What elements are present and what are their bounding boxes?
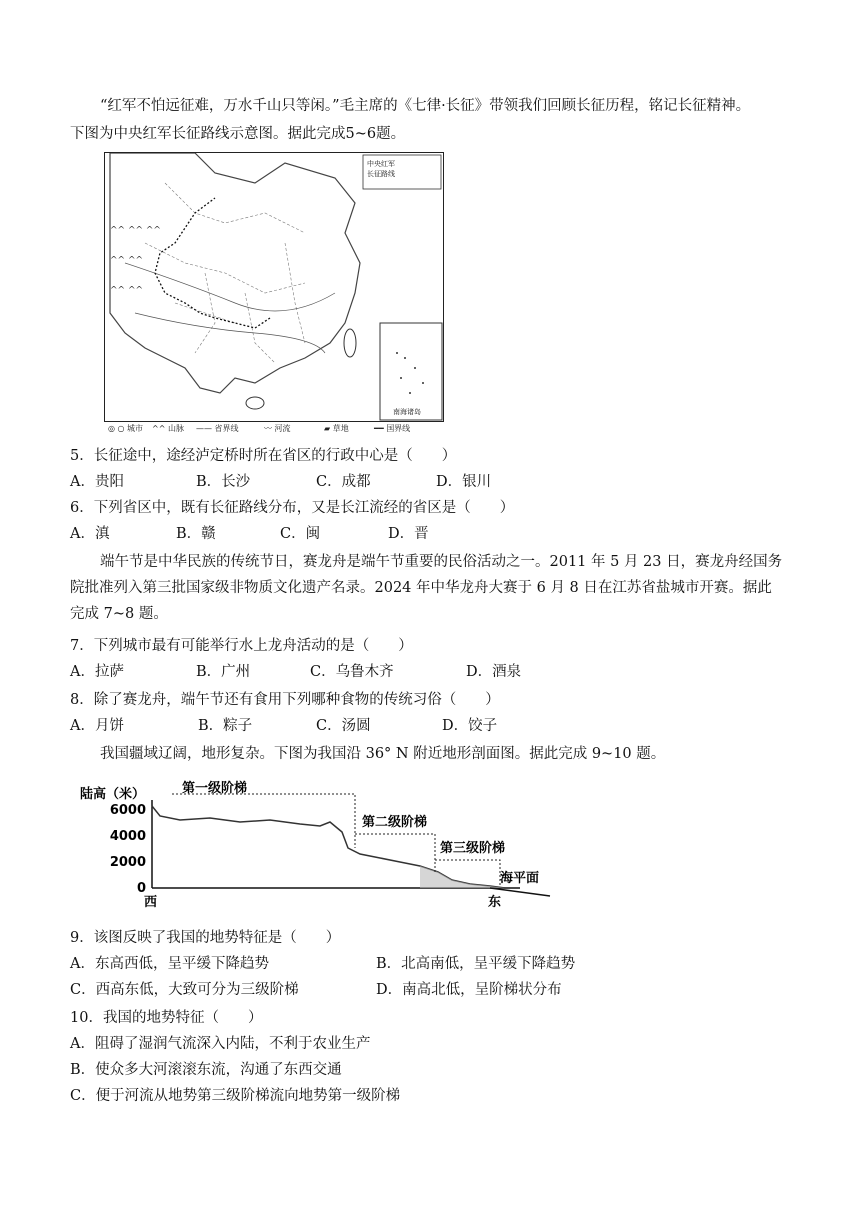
q7-option-b[interactable]: B．广州 xyxy=(196,664,251,680)
q6-option-c[interactable]: C．闽 xyxy=(280,526,321,542)
q8-option-d[interactable]: D．饺子 xyxy=(442,718,498,734)
intro1-line1: “红军不怕远征难，万水千山只等闲。”毛主席的《七律·长征》带领我们回顾长征历程，铭记长征精神。 xyxy=(100,98,751,114)
step2-label: 第二级阶梯 xyxy=(362,815,428,830)
q5-stem: 5．长征途中，途经泸定桥时所在省区的行政中心是（ ） xyxy=(70,448,457,464)
svg-text:^^ ^^: ^^ ^^ xyxy=(110,256,144,266)
q9-option-d[interactable]: D．南高北低，呈阶梯状分布 xyxy=(376,982,562,998)
rivers xyxy=(125,263,335,353)
q5-option-c[interactable]: C．成都 xyxy=(316,474,371,490)
q9-stem: 9．该图反映了我国的地势特征是（ ） xyxy=(70,930,341,946)
q8-option-b[interactable]: B．粽子 xyxy=(198,718,253,734)
east-label: 东 xyxy=(488,895,502,910)
hainan-island xyxy=(246,397,264,409)
ytick-4000: 4000 xyxy=(109,829,146,844)
q7-stem: 7．下列城市最有可能举行水上龙舟活动的是（ ） xyxy=(70,638,413,654)
taiwan-island xyxy=(344,329,356,357)
step1-label: 第一级阶梯 xyxy=(182,781,248,796)
map-drawing xyxy=(105,153,443,421)
q5-option-d[interactable]: D．银川 xyxy=(436,474,492,490)
ytick-2000: 2000 xyxy=(109,855,146,870)
grassland-legend: ▰ 草地 xyxy=(324,424,349,433)
country-outline xyxy=(110,153,360,393)
q7-option-a[interactable]: A．拉萨 xyxy=(70,664,124,680)
q10-option-b[interactable]: B．使众多大河滚滚东流，沟通了东西交通 xyxy=(70,1062,342,1078)
q10-option-c[interactable]: C．便于河流从地势第三级阶梯流向地势第一级阶梯 xyxy=(70,1088,401,1104)
sea-level-label: 海平面 xyxy=(500,871,540,886)
q8-option-c[interactable]: C．汤圆 xyxy=(316,718,371,734)
q9-option-b[interactable]: B．北高南低，呈平缓下降趋势 xyxy=(376,956,576,972)
intro3-line1: 我国疆域辽阔，地形复杂。下图为我国沿 36° N 附近地形剖面图。据此完成 9~10 题。 xyxy=(100,746,666,762)
q9-option-c[interactable]: C．西高东低，大致可分为三级阶梯 xyxy=(70,982,299,998)
q7-option-c[interactable]: C．乌鲁木齐 xyxy=(310,664,394,680)
ytick-0: 0 xyxy=(136,881,146,896)
province-legend: —— 省界线 xyxy=(196,424,239,433)
q6-stem: 6．下列省区中，既有长征路线分布，又是长江流经的省区是（ ） xyxy=(70,500,515,516)
intro2-line3: 完成 7~8 题。 xyxy=(70,606,168,622)
q5-option-a[interactable]: A．贵阳 xyxy=(70,474,124,490)
step3-label: 第三级阶梯 xyxy=(440,841,506,856)
q6-option-b[interactable]: B．赣 xyxy=(176,526,216,542)
terrain-profile xyxy=(80,774,560,914)
map-legend xyxy=(104,421,444,435)
river-legend: 〰 河流 xyxy=(264,424,291,433)
q5-option-b[interactable]: B．长沙 xyxy=(196,474,251,490)
profile-ylabel: 陆高（米） xyxy=(80,787,146,802)
south-china-sea-inset xyxy=(380,323,442,420)
intro2-line1: 端午节是中华民族的传统节日，赛龙舟是端午节重要的民俗活动之一。2011 年 5 月 23 日，赛龙舟经国务 xyxy=(100,554,783,570)
mountain-legend: ^^ 山脉 xyxy=(152,424,184,433)
q8-stem: 8．除了赛龙舟，端午节还有食用下列哪种食物的传统习俗（ ） xyxy=(70,692,500,708)
long-march-map xyxy=(104,152,444,422)
route-legend-text: 中央红军 长征路线 xyxy=(367,160,395,178)
q10-stem: 10．我国的地势特征（ ） xyxy=(70,1010,263,1026)
q9-option-a[interactable]: A．东高西低，呈平缓下降趋势 xyxy=(70,956,269,972)
city-legend: ◎ ○ 城市 xyxy=(108,424,144,433)
west-label: 西 xyxy=(144,895,158,910)
plain-shade xyxy=(420,866,505,888)
q8-option-a[interactable]: A．月饼 xyxy=(70,718,124,734)
ytick-6000: 6000 xyxy=(109,803,146,818)
inset-label: 南海诸岛 xyxy=(393,408,421,416)
intro2-line2: 院批准列入第三批国家级非物质文化遗产名录。2024 年中华龙舟大赛于 6 月 8 日在江苏省盐城市开赛。据此 xyxy=(70,580,772,596)
intro1-line2: 下图为中央红军长征路线示意图。据此完成5~6题。 xyxy=(70,126,406,142)
border-legend: ━━ 国界线 xyxy=(374,424,411,433)
q10-option-a[interactable]: A．阻碍了湿润气流深入内陆，不利于农业生产 xyxy=(70,1036,371,1052)
q6-option-a[interactable]: A．滇 xyxy=(70,526,110,542)
mountain-symbols: ^^ ^^ ^^ xyxy=(110,226,161,236)
profile-drawing xyxy=(80,774,560,914)
svg-text:^^ ^^: ^^ ^^ xyxy=(110,286,144,296)
q7-option-d[interactable]: D．酒泉 xyxy=(466,664,522,680)
q6-option-d[interactable]: D．晋 xyxy=(388,526,429,542)
